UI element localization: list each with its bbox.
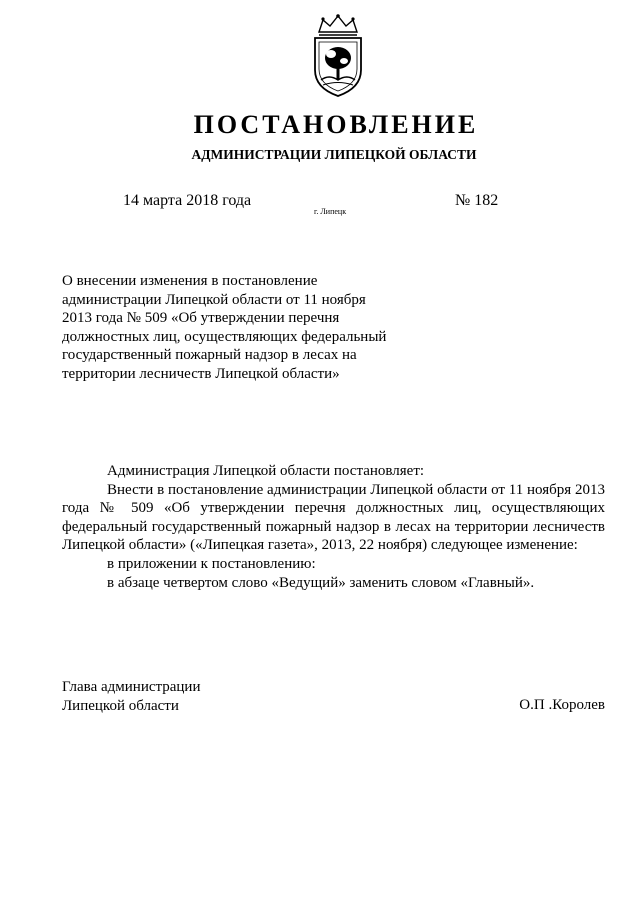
body-paragraph: Внести в постановление администрации Липецкой области от 11 ноября 2013 года № 509 «Об утверждении перечня должностных лиц, осуществляющих федеральный государственный пожарный надзор в лесах на территории лесничеств Липецкой области» («Липецкая газета», 2013, 22 ноября) следующее изменение:	[62, 481, 605, 554]
document-number: № 182	[455, 192, 499, 209]
subject-line: должностных лиц, осуществляющих федеральный	[62, 328, 387, 345]
subject-line: администрации Липецкой области от 11 ноября	[62, 291, 366, 308]
coat-of-arms-icon	[307, 14, 369, 98]
signatory-name: О.П .Королев	[519, 697, 605, 713]
signature-position-line: Глава администрации	[62, 679, 201, 695]
document-subject	[62, 272, 402, 384]
document-body	[62, 462, 605, 592]
signature-position-line: Липецкой области	[62, 697, 179, 714]
subject-line: О внесении изменения в постановление	[62, 273, 318, 289]
subject-line: 2013 года № 509 «Об утверждении перечня	[62, 310, 340, 327]
issuer-subtitle: АДМИНИСТРАЦИИ ЛИПЕЦКОЙ ОБЛАСТИ	[191, 147, 477, 162]
signature-position	[62, 678, 200, 715]
document-title: ПОСТАНОВЛЕНИЕ	[193, 110, 479, 139]
document-city: г. Липецк	[314, 207, 347, 216]
subject-line: государственный пожарный надзор в лесах на	[62, 347, 357, 364]
document-date: 14 марта 2018 года	[123, 192, 252, 209]
body-intro: Администрация Липецкой области постановляет:	[107, 463, 425, 479]
body-item: в абзаце четвертом слово «Ведущий» заменить словом «Главный».	[107, 574, 535, 591]
subject-line: территории лесничеств Липецкой области»	[62, 365, 340, 382]
body-item: в приложении к постановлению:	[107, 555, 316, 572]
